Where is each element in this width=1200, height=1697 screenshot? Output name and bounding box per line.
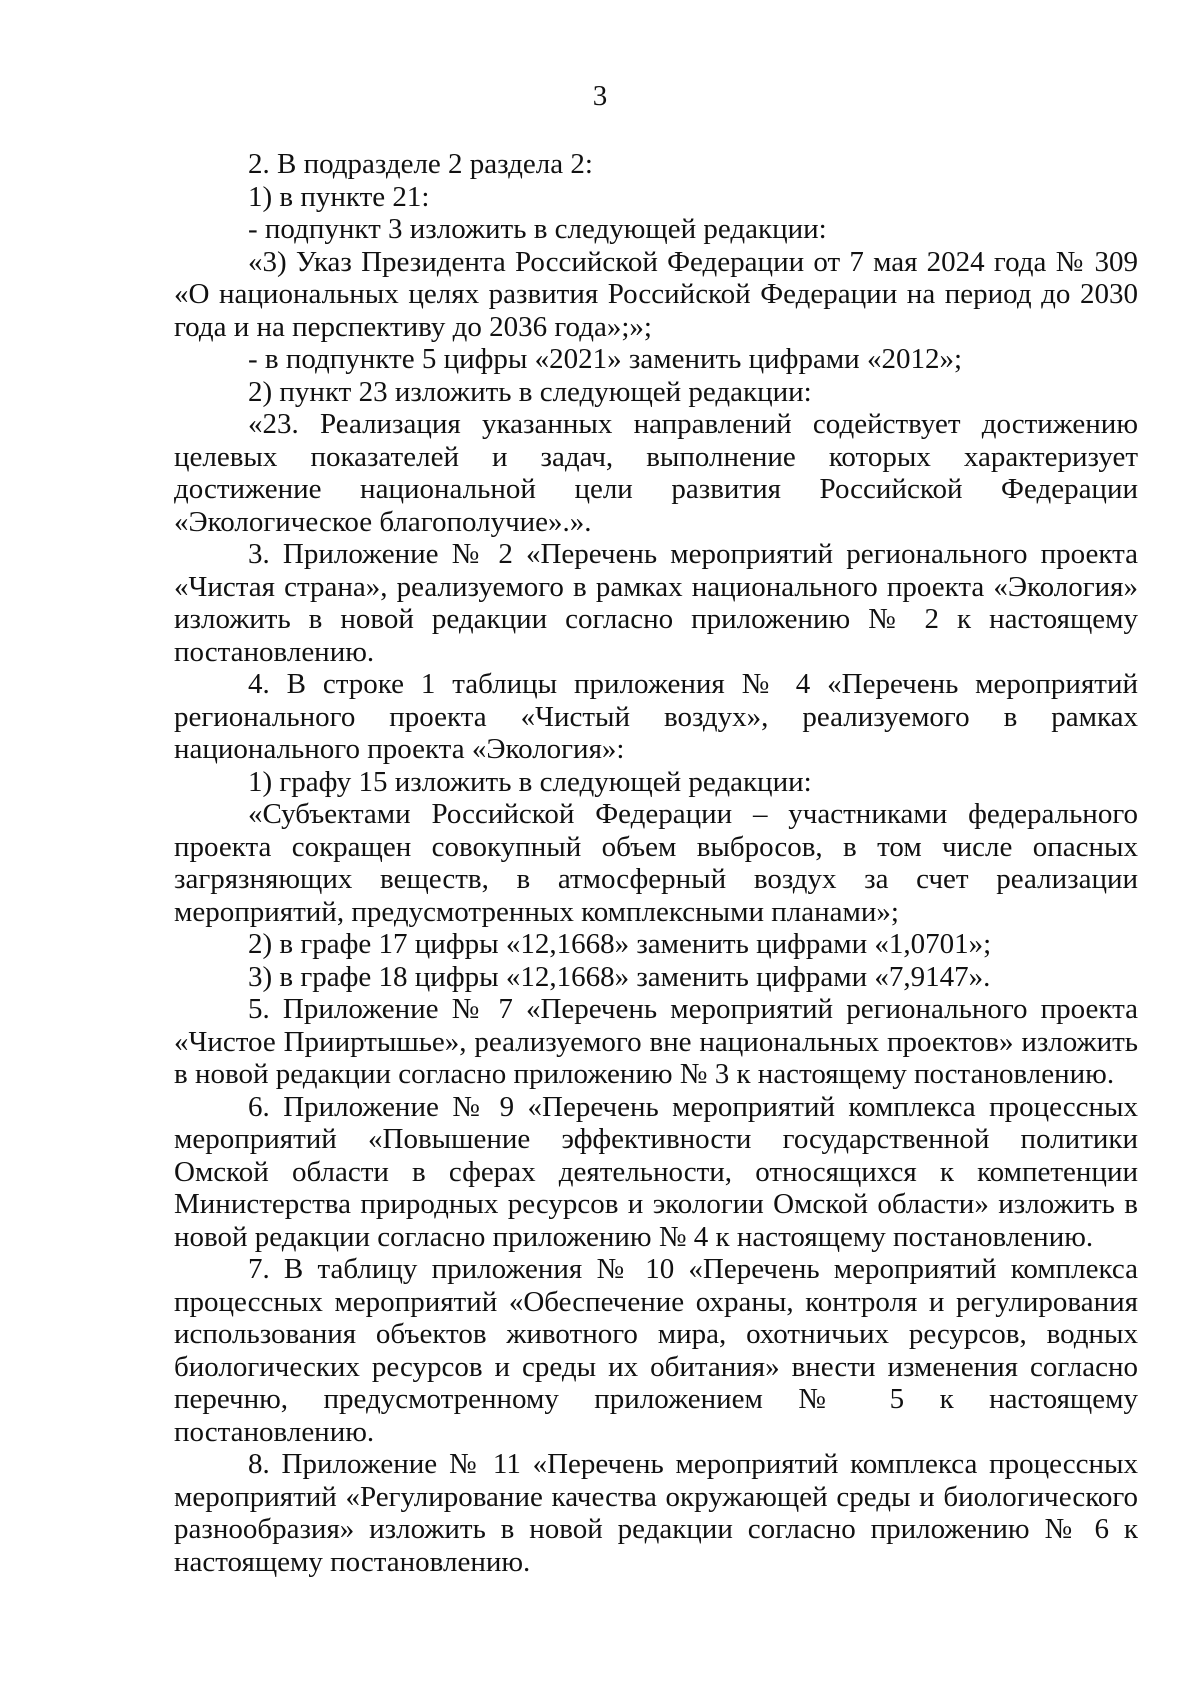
paragraph-column-18: 3) в графе 18 цифры «12,1668» заменить цифрами «7,9147». <box>248 960 991 993</box>
page-number: 3 <box>592 80 608 112</box>
paragraph-subitem-3-intro: - подпункт 3 изложить в следующей редакции: <box>248 213 827 245</box>
paragraph-subitem-3-text: «3) Указ Президента Российской Федерации от 7 мая 2024 года № 309 «О национальных целях развития Российской Федерации на период до 2030 года и на перспективу до 2036 года»;»; <box>174 245 1138 343</box>
paragraph-point-4: 4. В строке 1 таблицы приложения № 4 «Перечень мероприятий регионального проекта «Чистый воздух», реализуемого в рамках национального проекта «Экология»: <box>174 668 1138 765</box>
paragraph-column-17: 2) в графе 17 цифры «12,1668» заменить цифрами «1,0701»; <box>248 928 992 960</box>
paragraph-subitem-5: - в подпункте 5 цифры «2021» заменить цифрами «2012»; <box>248 343 963 375</box>
paragraph-point-6: 6. Приложение № 9 «Перечень мероприятий комплекса процессных мероприятий «Повышение эффективности государственной политики Омской области в сферах деятельности, относящихся к компетенции Министерства природных ресурсов и экологии Омской области» изложить в новой редакции согласно приложению № 4 к настоящему постановлению. <box>174 1090 1138 1253</box>
paragraph-item-23-intro: 2) пункт 23 изложить в следующей редакции: <box>248 375 812 408</box>
paragraph-point-5: 5. Приложение № 7 «Перечень мероприятий регионального проекта «Чистое Прииртышье», реализуемого вне национальных проектов» изложить в новой редакции согласно приложению № 3 к настоящему постановлению. <box>174 993 1138 1090</box>
paragraph-item-21: 1) в пункте 21: <box>248 180 430 213</box>
paragraph-point-8: 8. Приложение № 11 «Перечень мероприятий комплекса процессных мероприятий «Регулирование качества окружающей среды и биологического разнообразия» изложить в новой редакции согласно приложению № 6 к настоящему постановлению. <box>174 1448 1138 1578</box>
document-body <box>174 148 1138 1578</box>
paragraph-point-7: 7. В таблицу приложения № 10 «Перечень мероприятий комплекса процессных мероприятий «Обеспечение охраны, контроля и регулирования использования объектов животного мира, охотничьих ресурсов, водных биологических ресурсов и среды их обитания» внести изменения согласно перечню, предусмотренному приложением № 5 к настоящему постановлению. <box>174 1253 1138 1448</box>
paragraph-column-15-intro: 1) графу 15 изложить в следующей редакции: <box>248 765 812 798</box>
paragraph-column-15-text: «Субъектами Российской Федерации – участниками федерального проекта сокращен совокупный объем выбросов, в том числе опасных загрязняющих веществ, в атмосферный воздух за счет реализации мероприятий, предусмотренных комплексными планами»; <box>174 798 1138 928</box>
paragraph-section-2: 2. В подразделе 2 раздела 2: <box>248 148 593 180</box>
paragraph-item-23-text: «23. Реализация указанных направлений содействует достижению целевых показателей и задач, выполнение которых характеризует достижение национальной цели развития Российской Федерации «Экологическое благополучие».». <box>174 408 1138 538</box>
paragraph-point-3: 3. Приложение № 2 «Перечень мероприятий регионального проекта «Чистая страна», реализуемого в рамках национального проекта «Экология» изложить в новой редакции согласно приложению № 2 к настоящему постановлению. <box>174 538 1138 668</box>
